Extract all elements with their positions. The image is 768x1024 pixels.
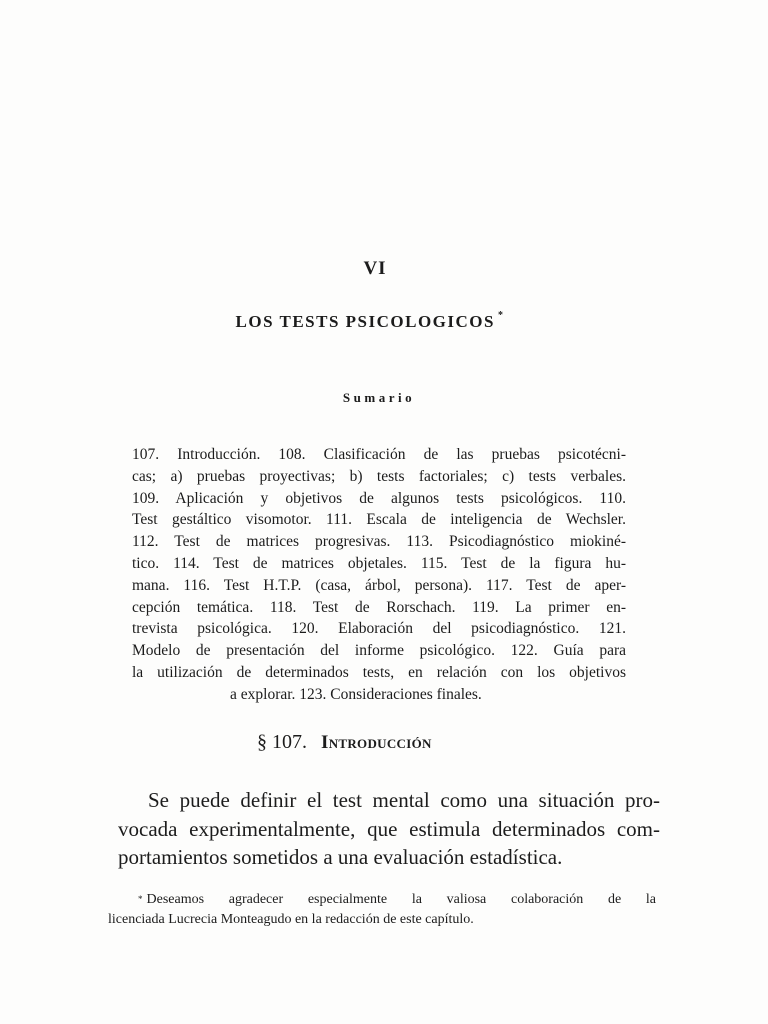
- body-line: Se puede definir el test mental como una situación pro-: [148, 788, 660, 812]
- summary-line: cepción temática. 118. Test de Rorschach. 119. La primer en-: [132, 598, 626, 616]
- chapter-number: VI: [363, 258, 387, 279]
- summary-line: mana. 116. Test H.T.P. (casa, árbol, persona). 117. Test de aper-: [132, 576, 626, 594]
- summary-line: trevista psicológica. 120. Elaboración del psicodiagnóstico. 121.: [132, 620, 626, 638]
- chapter-title-footnote-mark: *: [497, 310, 505, 321]
- body-line: portamientos sometidos a una evaluación estadística.: [118, 845, 563, 869]
- section-heading: [257, 731, 432, 754]
- footnote-mark: *: [138, 894, 143, 904]
- footnote-text: Deseamos agradecer especialmente la valiosa colaboración de la: [146, 892, 656, 907]
- chapter-title: LOS TESTS PSICOLOGICOS: [235, 312, 495, 331]
- summary-line: tico. 114. Test de matrices objetales. 115. Test de la figura hu-: [132, 554, 626, 572]
- summary-line: 109. Aplicación y objetivos de algunos tests psicológicos. 110.: [132, 489, 626, 507]
- section-number: § 107.: [257, 731, 307, 753]
- section-title: Introducción: [321, 732, 432, 753]
- summary-line: a explorar. 123. Consideraciones finales.: [230, 685, 482, 703]
- footnote-line: licenciada Lucrecia Monteagudo en la redacción de este capítulo.: [108, 911, 474, 927]
- body-line: vocada experimentalmente, que estimula determinados com-: [118, 816, 660, 841]
- summary-line: Modelo de presentación del informe psicológico. 122. Guía para: [132, 642, 626, 660]
- summary-line: Test gestáltico visomotor. 111. Escala de inteligencia de Wechsler.: [132, 511, 626, 529]
- footnote: [108, 890, 656, 929]
- summary-line: 107. Introducción. 108. Clasificación de las pruebas psicotécni-: [132, 446, 626, 463]
- summary-line: cas; a) pruebas proyectivas; b) tests factoriales; c) tests verbales.: [132, 467, 626, 485]
- summary-line: la utilización de determinados tests, en relación con los objetivos: [132, 663, 626, 681]
- chapter-title-block: [0, 312, 740, 332]
- footnote-line: [108, 890, 656, 910]
- body-paragraph: [118, 786, 660, 872]
- summary-paragraph: [132, 444, 626, 706]
- summary-line: 112. Test de matrices progresivas. 113. Psicodiagnóstico miokiné-: [132, 533, 626, 551]
- summary-heading: Sumario: [342, 390, 416, 405]
